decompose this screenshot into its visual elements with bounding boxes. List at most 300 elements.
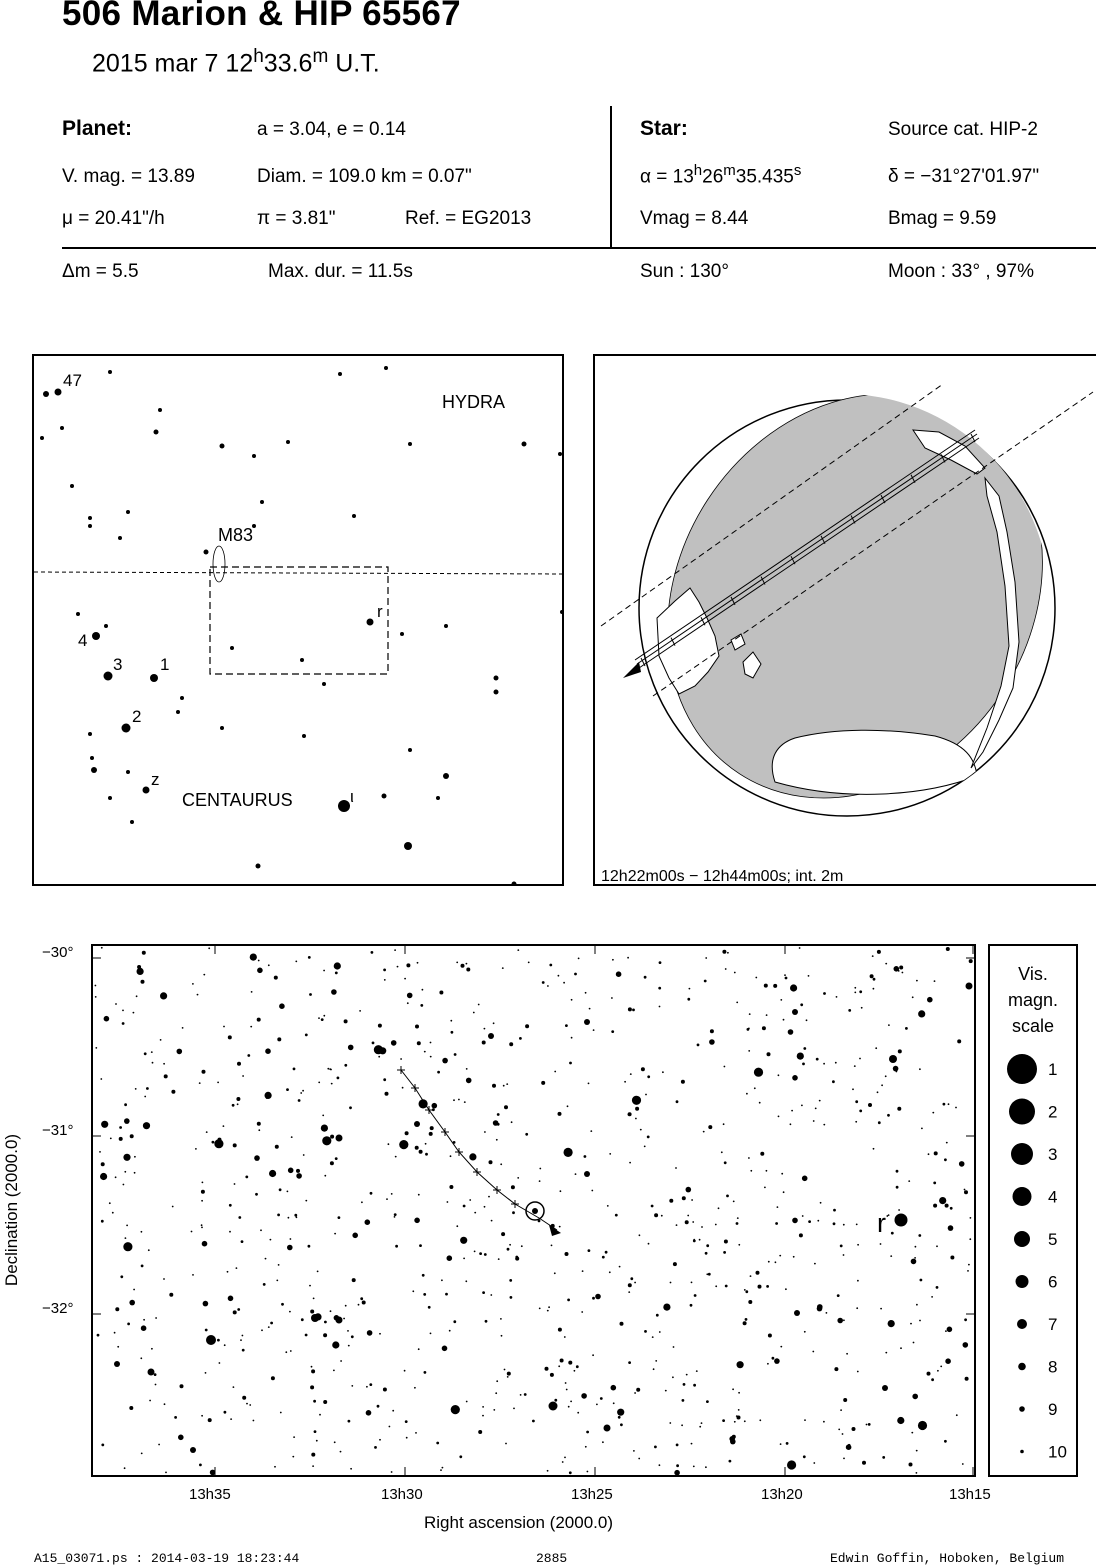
field-star [756, 1271, 760, 1275]
field-star [319, 1414, 321, 1416]
field-star [229, 1204, 232, 1207]
field-star [202, 1182, 204, 1184]
field-star [361, 1201, 363, 1203]
field-star [628, 1361, 631, 1364]
field-star [95, 996, 97, 998]
field-star [832, 1080, 835, 1083]
field-star [781, 1173, 783, 1175]
bright-star [549, 1402, 558, 1411]
field-star [965, 1377, 969, 1381]
star-47-label: 47 [63, 371, 82, 390]
field-star [970, 1217, 972, 1219]
field-star [931, 1378, 934, 1381]
field-star [927, 1372, 931, 1376]
xtick-13h25: 13h25 [571, 1486, 613, 1503]
field-star [101, 947, 103, 949]
field-star [950, 1207, 953, 1210]
field-star [574, 1370, 576, 1372]
finder-star [180, 696, 184, 700]
field-star [141, 1231, 143, 1233]
moon-info: Moon : 33° , 97% [888, 261, 1034, 282]
finder-star [55, 389, 62, 396]
field-star [507, 1248, 510, 1251]
field-star [898, 1209, 900, 1211]
finder-star [88, 516, 92, 520]
field-star [351, 1335, 354, 1338]
field-star [913, 1342, 915, 1344]
field-star [493, 1022, 495, 1024]
field-star [316, 1440, 318, 1442]
legend-label-1: 1 [1048, 1060, 1058, 1079]
field-star [750, 1170, 752, 1172]
field-star [255, 1193, 258, 1196]
field-star [318, 1017, 320, 1019]
field-star [803, 1047, 806, 1050]
event-datetime [92, 46, 380, 78]
field-star [201, 1224, 203, 1226]
field-star [490, 1294, 492, 1296]
legend-label-4: 4 [1048, 1187, 1058, 1207]
bright-star [584, 1171, 590, 1177]
field-star [163, 1278, 165, 1280]
finder-star [158, 408, 162, 412]
field-star [792, 1218, 798, 1224]
x-axis-label: Right ascension (2000.0) [424, 1513, 614, 1532]
field-star [126, 1225, 128, 1227]
bright-star [414, 1121, 420, 1127]
info-divider-vertical [610, 106, 612, 248]
field-star [836, 996, 838, 998]
legend-symbol-1 [1007, 1054, 1037, 1084]
field-star [635, 1107, 639, 1111]
field-star [672, 1376, 674, 1378]
field-star [274, 976, 278, 980]
field-star [565, 1382, 567, 1384]
field-star [386, 1198, 388, 1200]
field-star [636, 1388, 640, 1392]
field-star [602, 1441, 604, 1443]
field-star [748, 1050, 750, 1052]
field-star [708, 1273, 711, 1276]
field-star [418, 1348, 420, 1350]
field-star [298, 1099, 301, 1102]
field-star [644, 976, 647, 979]
field-star [350, 1468, 352, 1470]
field-star [933, 1204, 937, 1208]
field-star [391, 1193, 393, 1195]
field-star [199, 1464, 202, 1467]
legend-symbol-6 [1016, 1275, 1029, 1288]
field-star [823, 1063, 825, 1065]
field-star [691, 1282, 693, 1284]
field-star [893, 1066, 899, 1072]
field-star [944, 1158, 947, 1161]
field-star [539, 1180, 541, 1182]
field-star [318, 1082, 320, 1084]
field-star [265, 1258, 267, 1260]
field-star [780, 999, 782, 1001]
field-star [257, 968, 263, 974]
field-star [383, 1388, 387, 1392]
field-star [474, 1212, 476, 1214]
field-star [676, 1100, 679, 1103]
planet-heading: Planet: [62, 117, 133, 140]
field-star [558, 975, 560, 977]
field-star [192, 983, 194, 985]
field-star [365, 1219, 371, 1225]
field-star [489, 1160, 493, 1164]
field-star [645, 1094, 647, 1096]
field-star [736, 1415, 738, 1417]
field-star [266, 1097, 268, 1099]
field-star [547, 1470, 549, 1472]
field-star [129, 1406, 133, 1410]
field-star [155, 1317, 157, 1319]
field-star [331, 1083, 333, 1085]
field-star [242, 1335, 244, 1337]
field-star [634, 1392, 636, 1394]
field-star [733, 1201, 735, 1203]
field-star [722, 1419, 725, 1422]
field-star [219, 1362, 221, 1364]
finder-star [400, 632, 404, 636]
field-star [786, 1442, 789, 1445]
field-star [676, 1224, 678, 1226]
finder-star [43, 391, 49, 397]
field-star [115, 1176, 117, 1178]
field-star [366, 1386, 368, 1388]
field-star [908, 1180, 910, 1182]
field-star [501, 1232, 505, 1236]
field-star [905, 1027, 908, 1030]
field-star [314, 1430, 317, 1433]
field-star [114, 1332, 116, 1334]
field-star [343, 1318, 345, 1320]
field-star [130, 1134, 134, 1138]
field-star [163, 1063, 165, 1065]
field-star [407, 993, 413, 999]
field-star [293, 1068, 296, 1071]
legend-symbol-2 [1009, 1099, 1035, 1125]
field-star [242, 1396, 246, 1400]
field-star [466, 1068, 468, 1070]
field-star [245, 1176, 248, 1179]
field-star [888, 1024, 890, 1026]
field-star [620, 1423, 623, 1426]
field-star [144, 1096, 146, 1098]
field-star [939, 1197, 946, 1204]
field-star [878, 1121, 881, 1124]
field-star [571, 999, 573, 1001]
field-star [332, 1341, 339, 1348]
field-star [323, 1015, 325, 1017]
field-star [819, 1100, 821, 1102]
field-star [442, 1058, 448, 1064]
field-star [590, 1130, 592, 1132]
field-star [859, 1058, 861, 1060]
field-star [124, 1467, 126, 1469]
field-star [575, 1173, 577, 1175]
field-star [424, 1371, 427, 1374]
field-star [704, 980, 707, 983]
field-star [378, 1056, 380, 1058]
field-star [681, 1424, 683, 1426]
finder-star [143, 787, 150, 794]
field-star [852, 1088, 854, 1090]
finder-star [220, 726, 224, 730]
field-star [482, 1415, 484, 1417]
field-star [918, 1234, 921, 1237]
field-star [724, 1161, 727, 1164]
field-star [497, 1123, 500, 1126]
field-star [843, 1319, 845, 1321]
field-star [358, 1304, 360, 1306]
field-star [123, 1242, 132, 1251]
field-star [279, 1003, 285, 1009]
field-star [673, 1346, 675, 1348]
field-star [577, 1412, 579, 1414]
field-star [99, 1151, 101, 1153]
legend-label-8: 8 [1048, 1357, 1058, 1377]
field-star [349, 1106, 352, 1109]
field-star [964, 1318, 967, 1321]
field-star [415, 1146, 419, 1150]
field-star [854, 992, 856, 994]
field-star [632, 1009, 635, 1012]
field-star [466, 1401, 468, 1403]
field-star [95, 985, 97, 987]
legend-symbol-4 [1013, 1187, 1032, 1206]
page-title: 506 Marion & HIP 65567 [62, 0, 461, 33]
field-star [469, 1199, 471, 1201]
field-star [754, 1068, 763, 1077]
bright-star [966, 983, 973, 990]
field-star [565, 1024, 568, 1027]
field-star [558, 1112, 562, 1116]
legend-title-scale: scale [1011, 1016, 1055, 1036]
field-star [564, 1148, 573, 1157]
field-star [308, 1245, 311, 1248]
field-star [936, 1286, 939, 1289]
field-star [659, 1464, 661, 1466]
field-star [566, 1389, 568, 1391]
field-star [921, 1128, 923, 1130]
field-star [269, 1170, 276, 1177]
field-star [628, 1291, 630, 1293]
field-star [436, 1442, 439, 1445]
field-star [484, 1028, 486, 1030]
footer-author: Edwin Goffin, Hoboken, Belgium [830, 1551, 1065, 1566]
field-star [137, 968, 144, 975]
asteroid-track-ticks [397, 1066, 519, 1208]
field-star [644, 1330, 647, 1333]
bright-star [889, 1055, 897, 1063]
field-star [180, 1384, 184, 1388]
m83-label: M83 [218, 525, 254, 545]
field-star [464, 1101, 466, 1103]
field-star [790, 1123, 792, 1125]
finder-star [92, 632, 100, 640]
field-star [232, 1104, 235, 1107]
star-iota-label: ι [350, 787, 354, 806]
field-star [560, 1359, 564, 1363]
field-star [95, 1047, 97, 1049]
field-star [554, 1399, 557, 1402]
field-star [944, 1440, 947, 1443]
field-star [519, 1037, 522, 1040]
field-star [399, 1140, 408, 1149]
field-star [778, 1074, 780, 1076]
field-star [432, 1103, 438, 1109]
field-star [802, 1215, 804, 1217]
finder-star [408, 748, 412, 752]
field-star [388, 1143, 390, 1145]
finder-star [130, 820, 134, 824]
field-star [268, 1326, 270, 1328]
field-star [783, 1019, 785, 1021]
field-star [945, 1330, 947, 1332]
field-star [442, 1346, 448, 1352]
finder-star [76, 612, 80, 616]
field-star [823, 1124, 825, 1126]
field-star [916, 980, 918, 982]
field-star [290, 1350, 292, 1352]
field-star [383, 1078, 386, 1081]
field-star [165, 1472, 167, 1474]
field-star [686, 1374, 688, 1376]
field-star [813, 1462, 815, 1464]
field-star [500, 1318, 502, 1320]
field-star [820, 1202, 822, 1204]
field-star [823, 1421, 825, 1423]
field-star [149, 1400, 151, 1402]
field-star [258, 960, 260, 962]
field-star [498, 1258, 500, 1260]
field-star [620, 1322, 624, 1326]
field-star [584, 1155, 587, 1158]
field-star [772, 1357, 775, 1360]
field-star [496, 1380, 498, 1382]
field-star [391, 1040, 397, 1046]
field-star [344, 1064, 347, 1067]
field-star [783, 1191, 785, 1193]
field-star [453, 1099, 455, 1101]
field-star [352, 1278, 356, 1282]
field-star [837, 1294, 840, 1297]
field-star [482, 1406, 484, 1408]
field-star [367, 1330, 373, 1336]
xtick-13h15: 13h15 [949, 1486, 991, 1503]
field-star [136, 995, 138, 997]
finder-star [560, 610, 562, 614]
field-star [504, 1369, 506, 1371]
field-star [148, 1249, 150, 1251]
field-star [564, 1336, 566, 1338]
star-ra-s: s [793, 162, 802, 179]
field-star [104, 1016, 110, 1022]
time-minutes-unit: m [312, 46, 329, 67]
field-star [425, 1143, 427, 1145]
field-star [880, 1243, 882, 1245]
field-star [404, 1370, 406, 1372]
field-star [459, 1455, 462, 1458]
finder-star [444, 624, 448, 628]
field-star [394, 949, 396, 951]
field-star [624, 1081, 626, 1083]
field-star [609, 1271, 611, 1273]
field-star [697, 1044, 700, 1047]
field-star [651, 1205, 654, 1208]
ytick-31: −31° [42, 1122, 74, 1139]
field-star [738, 1244, 740, 1246]
field-star [394, 1216, 396, 1218]
field-star [736, 1002, 738, 1004]
finder-star [382, 794, 387, 799]
field-star [277, 1214, 280, 1217]
field-star [732, 1388, 734, 1390]
field-star [854, 1065, 856, 1067]
field-star [937, 1370, 939, 1372]
finder-star [338, 800, 350, 812]
field-star [854, 987, 856, 989]
star-ra-min: 26 [702, 166, 724, 188]
bright-star [794, 1310, 800, 1316]
field-star [270, 1239, 272, 1241]
finder-star [108, 796, 112, 800]
field-star [164, 1403, 166, 1405]
field-star [950, 1256, 954, 1260]
field-star [394, 1213, 397, 1216]
field-star [542, 981, 545, 984]
field-star [327, 1068, 329, 1070]
field-star [759, 1102, 761, 1104]
field-star [372, 1042, 375, 1045]
field-star [550, 1373, 554, 1377]
field-star [691, 1199, 693, 1201]
bright-star [336, 1317, 343, 1324]
field-star [100, 1078, 102, 1080]
centaurus-label: CENTAURUS [182, 790, 293, 810]
field-star [359, 1010, 361, 1012]
field-star [759, 1419, 761, 1421]
antarctica-outline [772, 730, 977, 794]
field-star [101, 1220, 104, 1223]
field-star [237, 1103, 239, 1105]
field-star [760, 1152, 764, 1156]
field-star [278, 1264, 280, 1266]
field-star [414, 1218, 420, 1224]
field-star [686, 1187, 692, 1193]
field-star [323, 1400, 327, 1404]
field-star [857, 1371, 859, 1373]
field-star [896, 1186, 899, 1189]
field-star [877, 950, 881, 954]
field-star [877, 1091, 879, 1093]
field-star [524, 1393, 527, 1396]
field-star [708, 1125, 712, 1129]
field-star [484, 1253, 487, 1256]
field-star [348, 1045, 354, 1051]
field-star [547, 1310, 549, 1312]
field-star [617, 1409, 624, 1416]
field-star [934, 1151, 938, 1155]
field-star [333, 1370, 335, 1372]
field-star [570, 1401, 572, 1403]
field-star [285, 1351, 287, 1353]
globe-map [595, 356, 1096, 884]
field-star [569, 1062, 572, 1065]
field-star [745, 1290, 748, 1293]
